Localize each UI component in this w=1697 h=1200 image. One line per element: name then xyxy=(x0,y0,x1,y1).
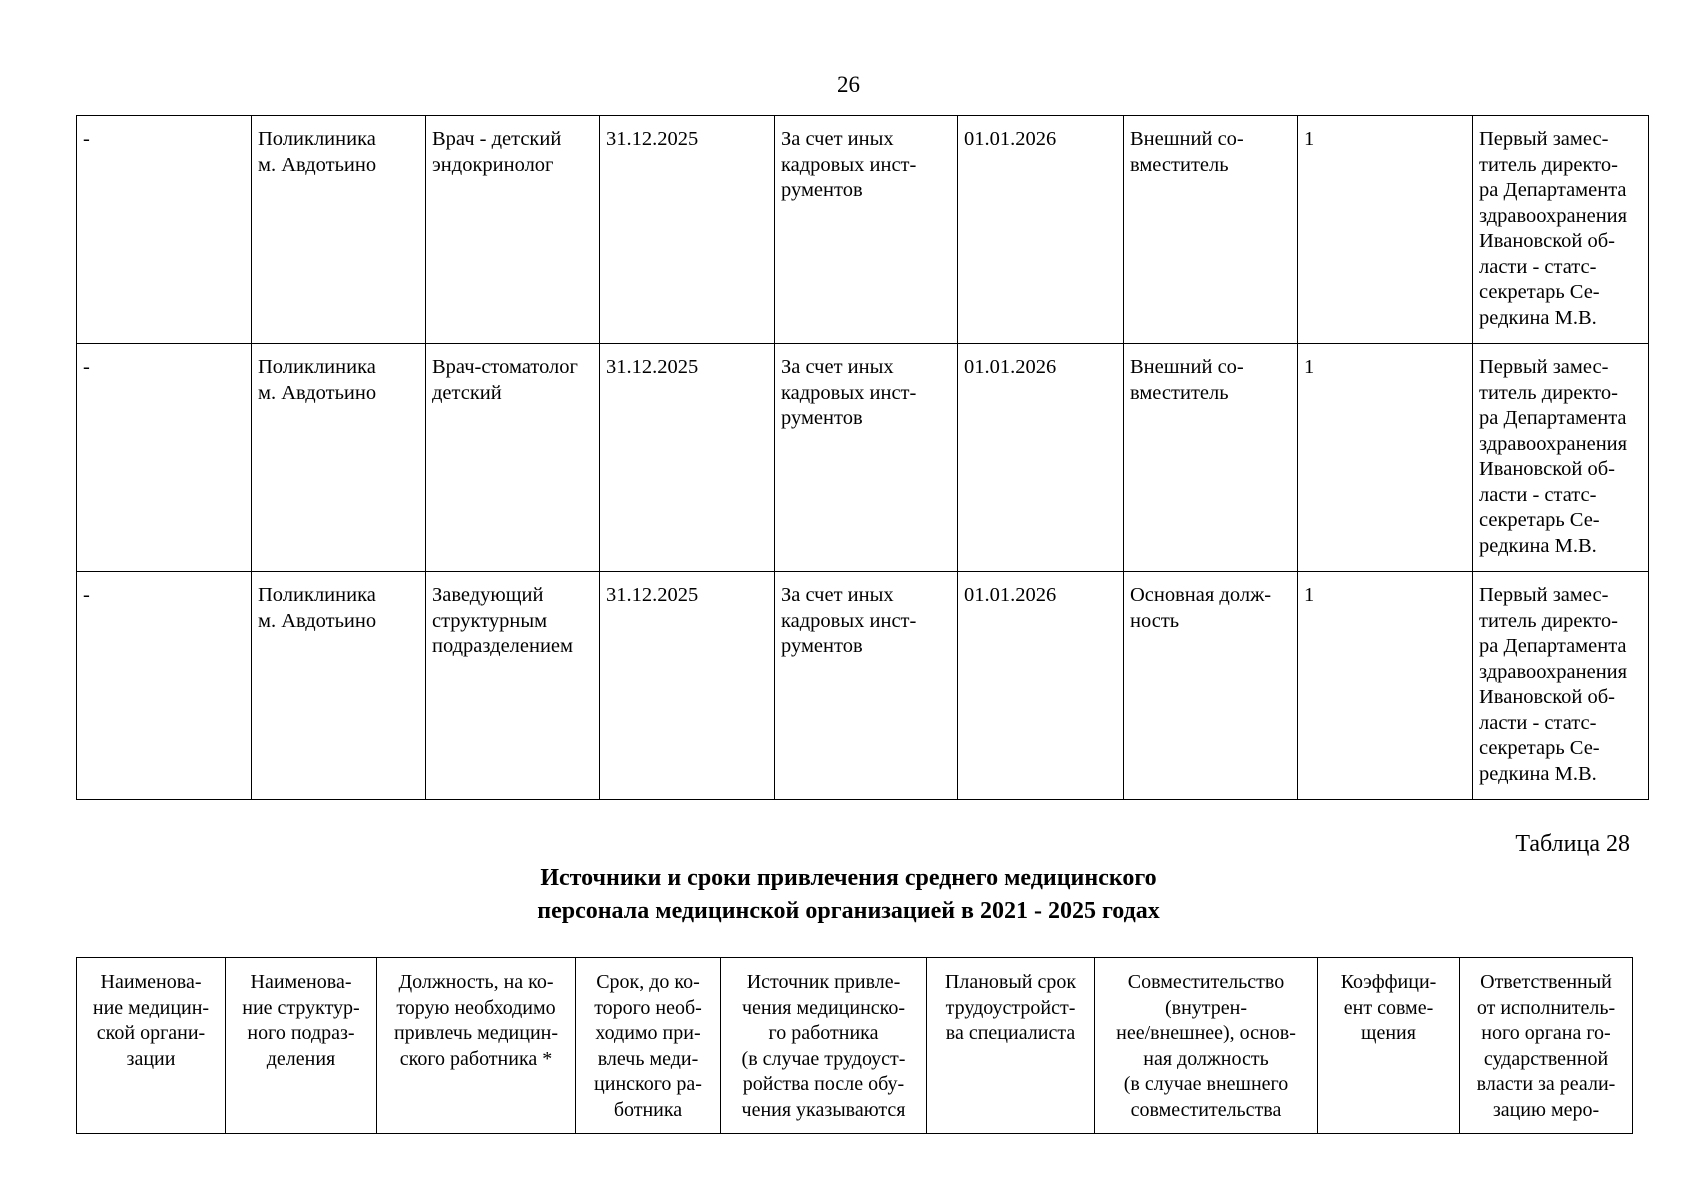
table-label: Таблица 28 xyxy=(1515,831,1630,857)
header-cell: Совместительство (внутрен- нее/внешнее), основ- ная должность (в случае внешнего совместительства xyxy=(1095,958,1318,1134)
cell-deadline: 31.12.2025 xyxy=(600,116,775,344)
header-cell: Источник привле- чения медицинско- го работника (в случае трудоуст- ройства после обу- чения указываются xyxy=(721,958,927,1134)
cell-combination: Внешний со- вместитель xyxy=(1124,116,1298,344)
cell-deadline: 31.12.2025 xyxy=(600,344,775,572)
cell-deadline: 31.12.2025 xyxy=(600,572,775,800)
table-title-line-1: Источники и сроки привлечения среднего медицинского xyxy=(540,865,1157,891)
page-number: 26 xyxy=(837,72,860,97)
table-row xyxy=(77,116,1649,344)
header-cell: Плановый срок трудоустройст- ва специалиста xyxy=(927,958,1095,1134)
cell-coefficient: 1 xyxy=(1298,572,1473,800)
cell-source: За счет иных кадровых инст- рументов xyxy=(775,572,958,800)
cell-coefficient: 1 xyxy=(1298,344,1473,572)
cell-unit: Поликлиника м. Авдотьино xyxy=(252,116,426,344)
table-row xyxy=(77,572,1649,800)
table-row xyxy=(77,344,1649,572)
table-title-line-2: персонала медицинской организацией в 2021 - 2025 годах xyxy=(537,898,1160,924)
staffing-table xyxy=(76,115,1649,800)
header-row xyxy=(77,958,1633,1134)
cell-planned-date: 01.01.2026 xyxy=(958,572,1124,800)
cell-unit: Поликлиника м. Авдотьино xyxy=(252,572,426,800)
cell-source: За счет иных кадровых инст- рументов xyxy=(775,116,958,344)
cell-source: За счет иных кадровых инст- рументов xyxy=(775,344,958,572)
cell-org: - xyxy=(77,344,252,572)
cell-planned-date: 01.01.2026 xyxy=(958,116,1124,344)
cell-position: Заведующий структурным подразделением xyxy=(426,572,600,800)
header-cell: Коэффици- ент совме- щения xyxy=(1318,958,1460,1134)
header-cell: Должность, на ко- торую необходимо привлечь медицин- ского работника * xyxy=(377,958,576,1134)
header-cell: Наименова- ние структур- ного подраз- деления xyxy=(226,958,377,1134)
sources-table xyxy=(76,957,1633,1134)
header-cell: Ответственный от исполнитель- ного органа го- сударственной власти за реали- зацию меро- xyxy=(1460,958,1633,1134)
cell-combination: Основная долж- ность xyxy=(1124,572,1298,800)
cell-org: - xyxy=(77,572,252,800)
cell-responsible: Первый замес- титель директо- ра Департамента здравоохранения Ивановской об- ласти - статс- секретарь Се- редкина М.В. xyxy=(1473,116,1649,344)
cell-planned-date: 01.01.2026 xyxy=(958,344,1124,572)
table-title xyxy=(0,862,1697,928)
cell-coefficient: 1 xyxy=(1298,116,1473,344)
cell-combination: Внешний со- вместитель xyxy=(1124,344,1298,572)
cell-responsible: Первый замес- титель директо- ра Департамента здравоохранения Ивановской об- ласти - статс- секретарь Се- редкина М.В. xyxy=(1473,344,1649,572)
cell-responsible: Первый замес- титель директо- ра Департамента здравоохранения Ивановской об- ласти - статс- секретарь Се- редкина М.В. xyxy=(1473,572,1649,800)
cell-unit: Поликлиника м. Авдотьино xyxy=(252,344,426,572)
cell-position: Врач-стоматолог детский xyxy=(426,344,600,572)
header-cell: Срок, до ко- торого необ- ходимо при- влечь меди- цинского ра- ботника xyxy=(576,958,721,1134)
cell-position: Врач - детский эндокринолог xyxy=(426,116,600,344)
cell-org: - xyxy=(77,116,252,344)
header-cell: Наименова- ние медицин- ской органи- зации xyxy=(77,958,226,1134)
